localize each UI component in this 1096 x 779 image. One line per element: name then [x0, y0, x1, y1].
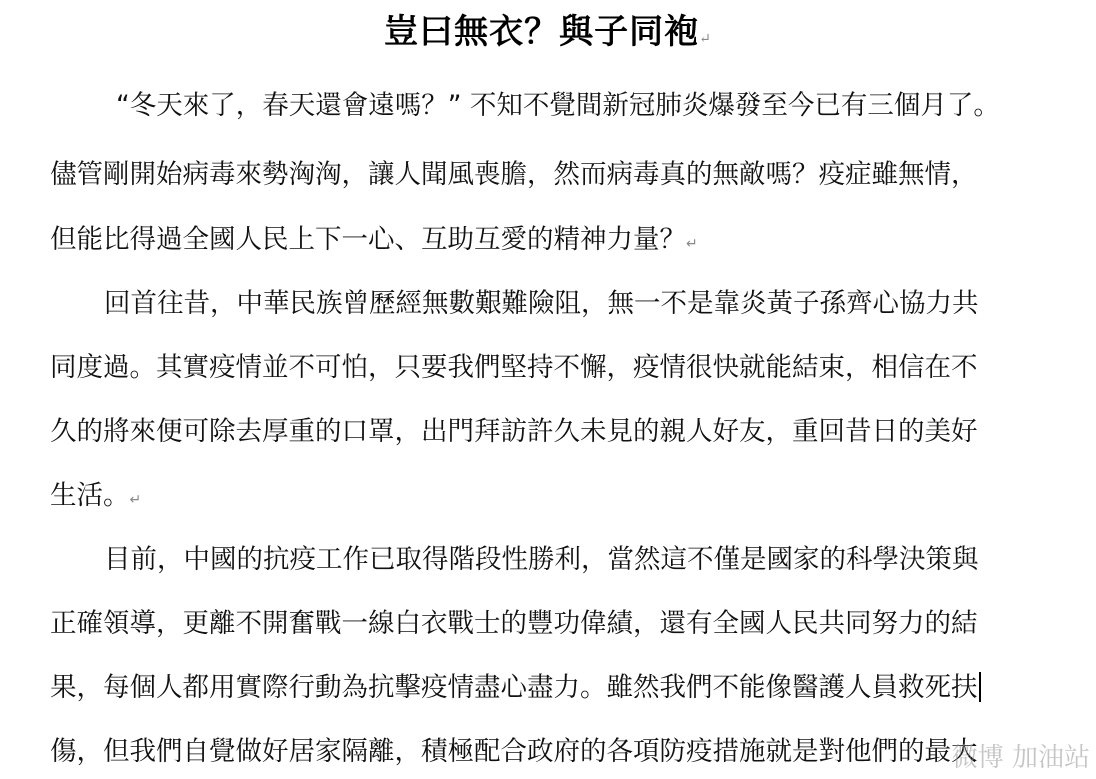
paragraph-1-line-2: 儘管剛開始病毒來勢洶洶，讓人聞風喪膽，然而病毒真的無敵嗎？疫症雖無情， [50, 159, 978, 190]
paragraph-2-line-1: 回首往昔，中華民族曾歷經無數艱難險阻，無一不是靠炎黃子孫齊心協力共 [104, 288, 979, 319]
paragraph-2-line-4-text: 生活。 [50, 480, 130, 511]
paragraph-1-line-3-text: 但能比得過全國人民上下一心、互助互愛的精神力量？ [50, 224, 686, 255]
text-cursor [979, 672, 981, 702]
paragraph-2-line-3: 久的將來便可除去厚重的口罩，出門拜訪許久未見的親人好友，重回昔日的美好 [50, 416, 978, 447]
document-title [0, 6, 1096, 65]
watermark: 微博 加油站 [951, 743, 1090, 773]
paragraph-3-line-2: 正確領導，更離不開奮戰一線白衣戰士的豐功偉績，還有全國人民共同努力的結 [50, 608, 978, 639]
paragraph-3-line-1: 目前，中國的抗疫工作已取得階段性勝利，當然這不僅是國家的科學決策與 [104, 544, 979, 575]
paragraph-3-line-3 [50, 668, 981, 708]
paragraph-2-line-4 [50, 476, 141, 520]
paragraph-2-line-2: 同度過。其實疫情並不可怕，只要我們堅持不懈，疫情很快就能結束，相信在不 [50, 352, 978, 383]
paragraph-1-line-1: “冬天來了，春天還會遠嗎？” 不知不覺間新冠肺炎爆發至今已有三個月了。 [116, 90, 1000, 121]
paragraph-3-line-4: 傷，但我們自覺做好居家隔離，積極配合政府的各項防疫措施就是對他們的最大 [50, 736, 978, 767]
title-text: 豈曰無衣？與子同袍 [384, 12, 700, 52]
paragraph-mark-icon: ↵ [699, 31, 712, 47]
paragraph-mark-icon: ↵ [129, 492, 142, 508]
paragraph-3-line-3-text: 果，每個人都用實際行動為抗擊疫情盡心盡力。雖然我們不能像醫護人員救死扶 [50, 672, 978, 703]
paragraph-mark-icon: ↵ [686, 236, 698, 252]
paragraph-1-line-3 [50, 220, 698, 264]
